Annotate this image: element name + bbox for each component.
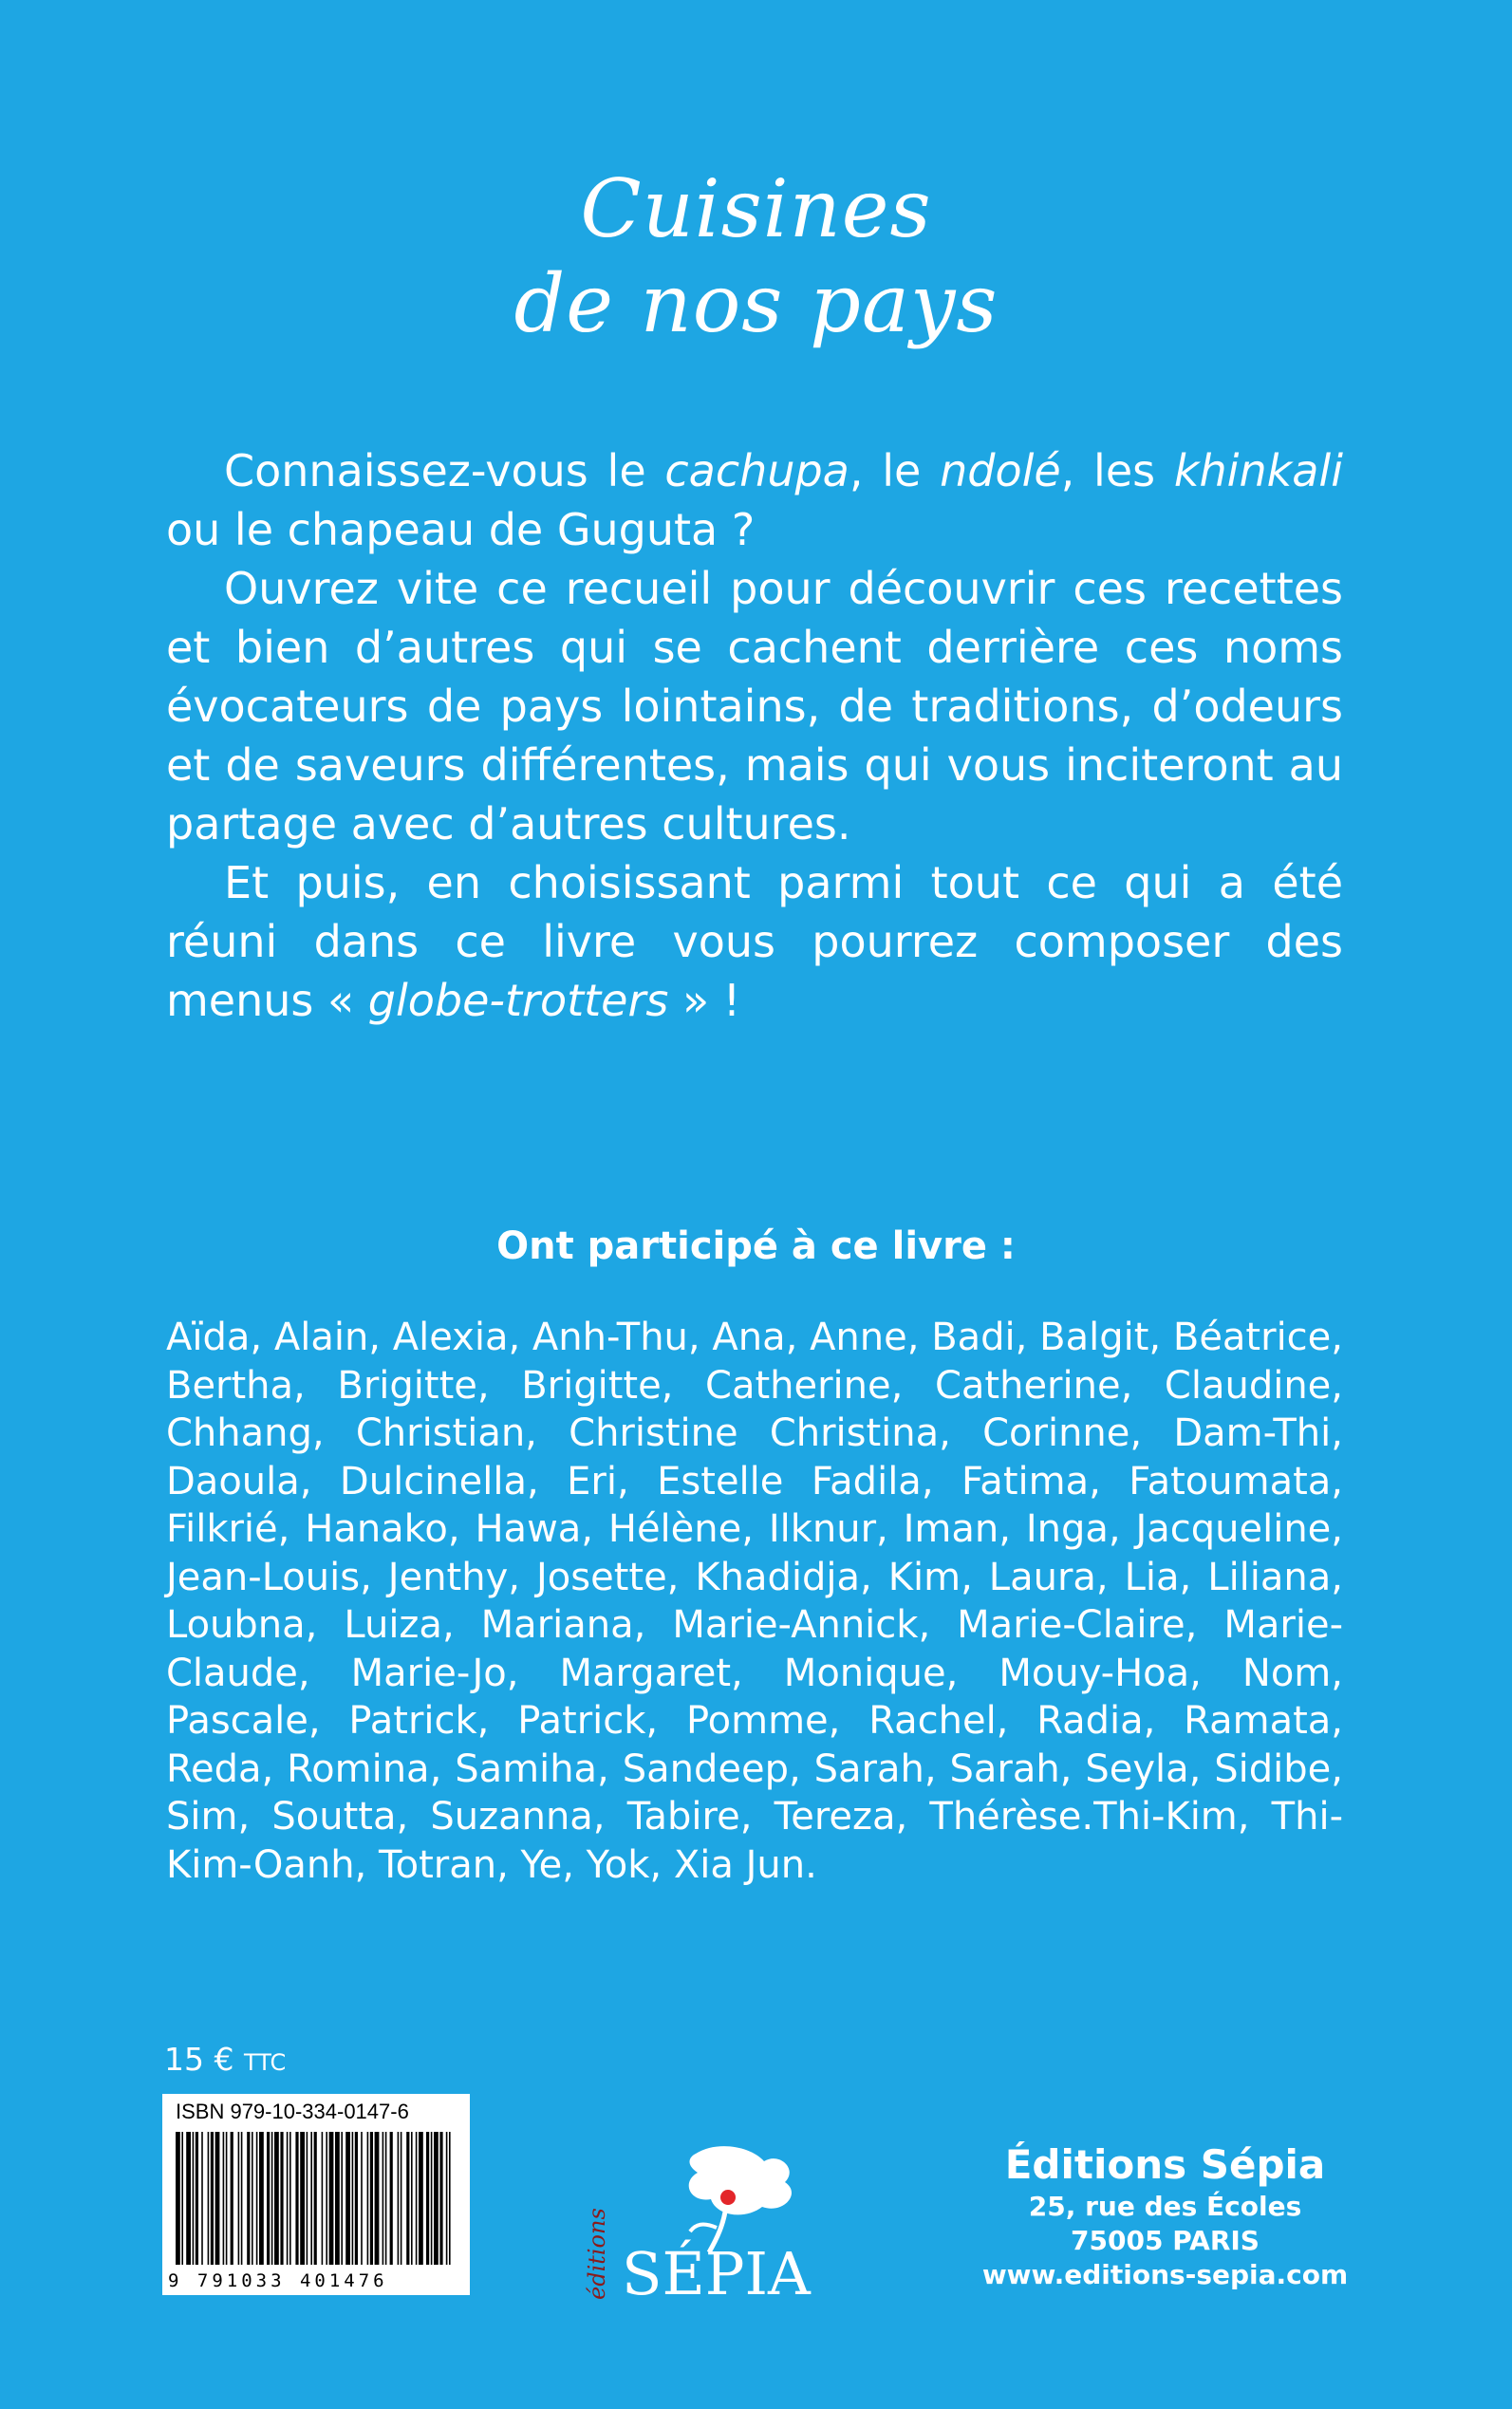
contributors-heading: Ont participé à ce livre : xyxy=(496,1224,1016,1268)
barcode-bar xyxy=(411,2132,413,2265)
barcode-bar xyxy=(310,2132,312,2265)
barcode-bar xyxy=(181,2132,183,2265)
logo-small-text: éditions xyxy=(584,2208,610,2300)
barcode-bar xyxy=(449,2132,451,2265)
barcode-bar xyxy=(446,2132,448,2265)
barcode xyxy=(162,2094,470,2295)
barcode-bar xyxy=(367,2132,369,2265)
barcode-bar xyxy=(322,2132,324,2265)
blurb-paragraph-3 xyxy=(166,853,1343,1030)
barcode-bar xyxy=(385,2132,387,2265)
barcode-bar xyxy=(335,2132,340,2265)
barcode-bar xyxy=(341,2132,343,2265)
blurb-text: , le xyxy=(849,445,941,496)
barcode-bar xyxy=(215,2132,220,2265)
barcode-bar xyxy=(287,2132,289,2265)
barcode-bar xyxy=(390,2132,393,2265)
price xyxy=(164,2041,286,2078)
publisher-website[interactable]: www.editions-sepia.com xyxy=(981,2259,1349,2290)
blurb-text: Et puis, en choisissant parmi tout ce qui a été réuni dans ce livre vous pourrez composer des menus « xyxy=(166,857,1343,1026)
barcode-bar xyxy=(274,2132,279,2265)
barcode-bar xyxy=(267,2132,270,2265)
dish-name: khinkali xyxy=(1173,445,1343,496)
title-line-1: Cuisines xyxy=(580,162,932,255)
emphasis-text: globe-trotters xyxy=(367,975,669,1026)
barcode-bar xyxy=(434,2132,439,2265)
barcode-bar xyxy=(329,2132,334,2265)
blurb-paragraph-2: Ouvrez vite ce recueil pour découvrir ces recettes et bien d’autres qui se cachent derrière ces noms évocateurs de pays lointains, de traditions, d’odeurs et de saveurs différentes, mais qui vous inciteront au partage avec d’autres cultures. xyxy=(166,563,1343,850)
barcode-bar xyxy=(431,2132,433,2265)
barcode-bar xyxy=(241,2132,243,2265)
publisher-name: Éditions Sépia xyxy=(1004,2141,1326,2188)
barcode-bar xyxy=(398,2132,400,2265)
barcode-bar xyxy=(383,2132,384,2265)
barcode-bar xyxy=(295,2132,298,2265)
blurb-text: Connaissez-vous le xyxy=(224,445,665,496)
barcode-bar xyxy=(201,2132,203,2265)
publisher-street: 25, rue des Écoles xyxy=(1028,2191,1302,2222)
contributors-list: Aïda, Alain, Alexia, Anh-Thu, Ana, Anne, Badi, Balgit, Béatrice, Bertha, Brigitte, Brigitte, Catherine, Catherine, Claudine, Chhang, Christian, Christine Christina, Corinne, Dam-Thi, Daoula, Dulcinella, Eri, Estelle Fadila, Fatima, Fatoumata, Filkrié, Hanako, Hawa, Hélène, Ilknur, Iman, Inga, Jacqueline, Jean-Louis, Jenthy, Josette, Khadidja, Kim, Laura, Lia, Liliana, Loubna, Luiza, Mariana, Marie-Annick, Marie-Claire, Marie-Claude, Marie-Jo, Margaret, Monique, Mouy-Hoa, Nom, Pascale, Patrick, Patrick, Pomme, Rachel, Radia, Ramata, Reda, Romina, Samiha, Sandeep, Sarah, Sarah, Seyla, Sidibe, Sim, Soutta, Suzanna, Tabire, Tereza, Thérèse.Thi-Kim, Thi-Kim-Oanh, Totran, Ye, Yok, Xia Jun. xyxy=(166,1316,1343,1887)
barcode-bar xyxy=(361,2132,363,2265)
barcode-bar xyxy=(439,2132,442,2265)
flower-icon xyxy=(689,2146,792,2252)
logo-text: SÉPIA xyxy=(622,2239,811,2302)
barcode-bar xyxy=(231,2132,233,2265)
barcode-bar xyxy=(226,2132,228,2265)
publisher-logo xyxy=(584,2140,840,2302)
barcode-bar xyxy=(193,2132,195,2265)
barcode-bar xyxy=(289,2132,291,2265)
barcode-bar xyxy=(326,2132,327,2265)
barcode-bar xyxy=(426,2132,429,2265)
barcode-bar xyxy=(314,2132,317,2265)
price-amount: 15 € xyxy=(164,2041,234,2078)
title-line-2: de nos pays xyxy=(513,257,999,350)
barcode-bar xyxy=(375,2132,380,2265)
barcode-bar xyxy=(280,2132,283,2265)
barcode-bar xyxy=(416,2132,418,2265)
barcode-bar xyxy=(271,2132,273,2265)
barcode-bar xyxy=(208,2132,210,2265)
publisher-city: 75005 PARIS xyxy=(1071,2225,1260,2256)
publisher-info xyxy=(978,2140,1353,2292)
blurb-text: ou le chapeau de Guguta ? xyxy=(166,504,756,555)
barcode-bar xyxy=(401,2132,402,2265)
barcode-bar xyxy=(252,2132,253,2265)
barcode-bar xyxy=(196,2132,198,2265)
barcode-bar xyxy=(186,2132,191,2265)
back-cover-blurb xyxy=(166,441,1343,1030)
barcode-bar xyxy=(247,2132,250,2265)
dish-name: cachupa xyxy=(664,445,849,496)
barcode-bar xyxy=(259,2132,264,2265)
blurb-text: , les xyxy=(1060,445,1174,496)
barcode-bars xyxy=(176,2132,457,2265)
barcode-bar xyxy=(176,2132,180,2265)
barcode-bar xyxy=(307,2132,308,2265)
blurb-text: » ! xyxy=(668,975,741,1026)
barcode-bar xyxy=(223,2132,225,2265)
barcode-bar xyxy=(419,2132,423,2265)
barcode-bar xyxy=(370,2132,373,2265)
dish-name: ndolé xyxy=(940,445,1061,496)
book-title xyxy=(0,161,1512,351)
barcode-bar xyxy=(300,2132,305,2265)
blurb-paragraph-1 xyxy=(166,441,1343,559)
barcode-bar xyxy=(238,2132,240,2265)
barcode-bar xyxy=(406,2132,409,2265)
ean-digits: 9 791033 401476 xyxy=(168,2270,388,2291)
price-tax-label: TTC xyxy=(243,2049,287,2076)
barcode-bar xyxy=(256,2132,258,2265)
barcode-bar xyxy=(355,2132,358,2265)
barcode-bar xyxy=(352,2132,354,2265)
barcode-bar xyxy=(345,2132,350,2265)
isbn-number: ISBN 979-10-334-0147-6 xyxy=(176,2100,409,2123)
barcode-bar xyxy=(211,2132,214,2265)
